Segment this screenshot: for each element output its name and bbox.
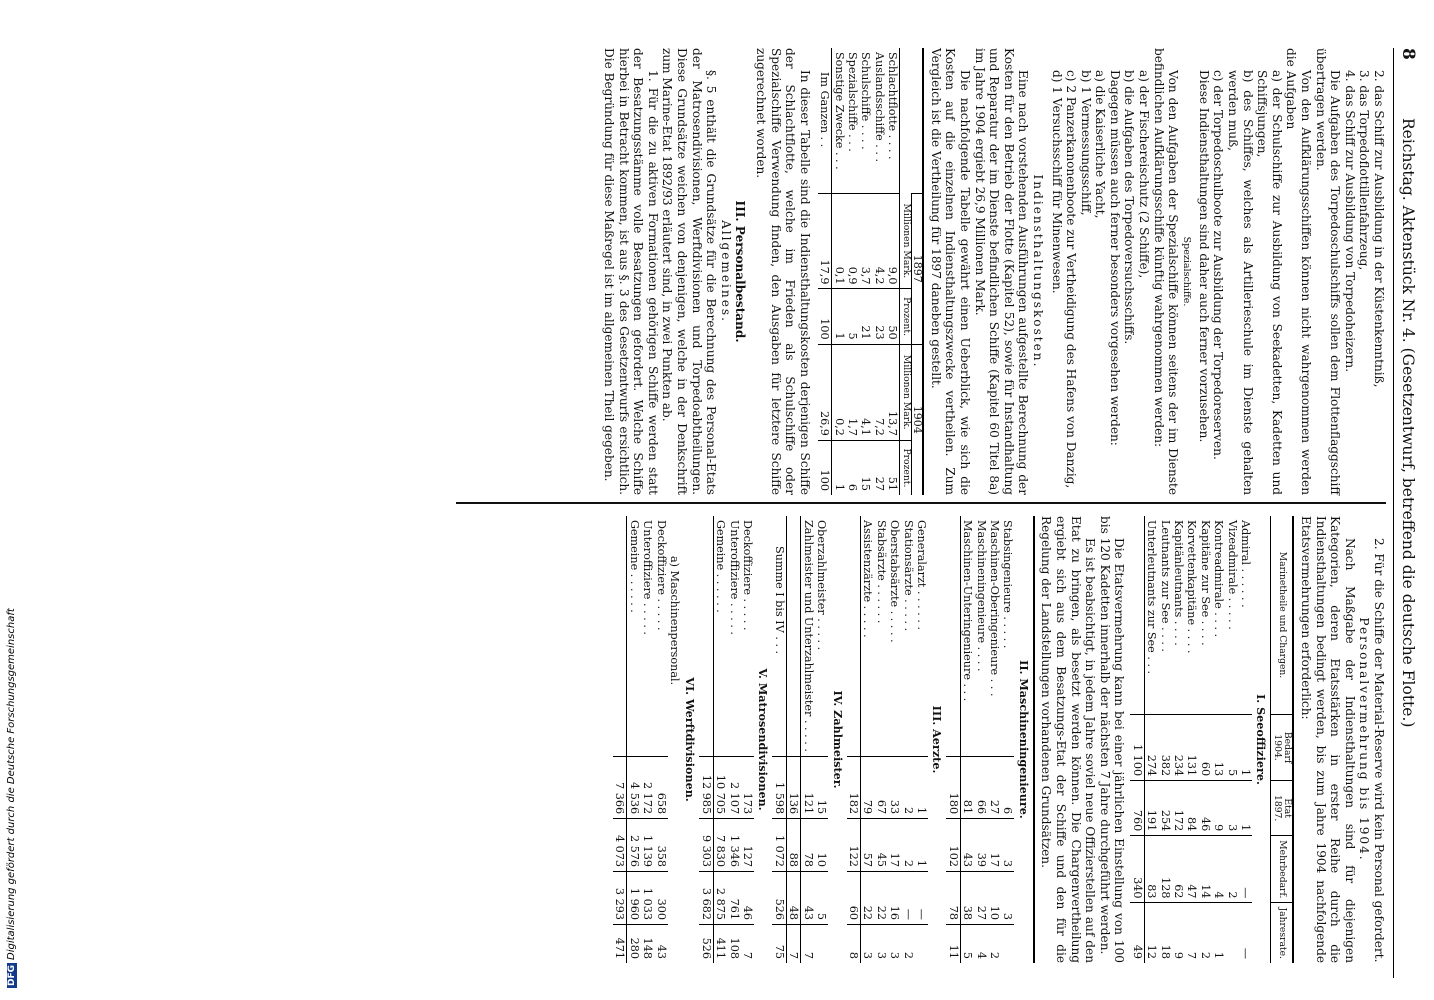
- list-item: a) der Fischereischutz (2 Schiffe),: [1137, 70, 1152, 279]
- row-label: Assistenzärzte . . . . .: [861, 520, 875, 638]
- cell: 526: [773, 872, 787, 925]
- paragraph: Von den Aufgaben der Spezialschiffe können seitens der im Dienste befindlichen Aufklärungsschiffe künftig wahrgenommen werden:: [1151, 48, 1181, 495]
- cell: 3 293: [613, 872, 627, 925]
- table-row: [1172, 516, 1185, 963]
- cell: 382: [1158, 715, 1171, 781]
- cell: 7: [786, 924, 800, 963]
- cell: 7: [1185, 903, 1198, 963]
- row-label: Unteroffiziere . . . . .: [641, 520, 655, 635]
- cell: 1 346: [727, 819, 740, 872]
- cell: 79: [860, 756, 874, 818]
- section-heading: Personalvermehrung bis 1904.: [1357, 617, 1372, 862]
- cell: 15: [815, 756, 828, 818]
- column-header: Bedarf 1904.: [1271, 715, 1294, 781]
- cell: 12 985: [699, 756, 713, 818]
- cell: 0,2: [832, 344, 846, 440]
- table-row: [741, 516, 754, 963]
- table-total-row: [699, 516, 713, 963]
- table-row: [1198, 516, 1211, 963]
- cell: 122: [847, 819, 861, 872]
- row-label: Stationsärzte . . . . .: [901, 520, 915, 632]
- table-row: [988, 516, 1001, 963]
- cell: 2: [901, 756, 914, 818]
- cell: 1 139: [641, 819, 654, 872]
- cell: 9: [1212, 781, 1225, 836]
- cell: 57: [860, 819, 874, 872]
- cell: 3: [1001, 872, 1014, 925]
- list-item: b) des Schiffes, welches als Artillerieschule im Dienste gehalten werden muß,: [1226, 70, 1255, 495]
- table-total-row: [1130, 516, 1144, 963]
- cell: —: [901, 872, 914, 925]
- cell: 2 576: [627, 819, 641, 872]
- footer-text: Digitalisierung gefördert durch die Deutsche Forschungsgemeinschaft: [6, 608, 17, 960]
- cell: 3,7: [859, 193, 872, 289]
- table-row: [974, 516, 987, 963]
- footer-credit: [0, 600, 17, 990]
- table-row: [627, 516, 641, 963]
- cell: 27: [988, 756, 1001, 818]
- left-column: [601, 48, 1386, 495]
- list-item: b) 1 Vermessungsschiff,: [1078, 70, 1093, 216]
- table-total-row: [946, 516, 960, 963]
- cell: [1001, 924, 1014, 963]
- cell: 46: [741, 872, 754, 925]
- table-row: [901, 516, 914, 963]
- row-label: Unteroffiziere . . . . .: [727, 520, 741, 635]
- cell: 10 705: [713, 756, 727, 818]
- column-header: Jahresrate.: [1271, 903, 1294, 963]
- cell: 5: [815, 872, 828, 925]
- table-row: [832, 48, 846, 495]
- cell: 51: [886, 440, 900, 495]
- cell: 1: [832, 289, 846, 344]
- page-title: Reichstag. Aktenstück Nr. 4. (Gesetzentwurf, betreffend die deutsche Flotte.): [1399, 118, 1417, 728]
- cell: 1: [915, 756, 928, 818]
- cost-table: [818, 48, 924, 495]
- cell: 78: [801, 819, 815, 872]
- cell: 7 366: [613, 756, 627, 818]
- cell: 17: [988, 819, 1001, 872]
- group-heading: VI. Werftdivisionen.: [683, 677, 698, 802]
- cell: 182: [847, 756, 861, 818]
- table-row: [1144, 516, 1158, 963]
- row-label: Generalarzt . . . . . .: [914, 520, 928, 631]
- table-total-row: [818, 48, 832, 495]
- list-item: 3. das Torpedoflottillenfahrzeug,: [1357, 70, 1372, 271]
- cell: 7,2: [872, 344, 885, 440]
- cell: [1225, 903, 1238, 963]
- paragraph: Von den Aufklärungsschiffen können nicht wahrgenommen werden die Aufgaben: [1284, 48, 1314, 495]
- cell: 3: [860, 924, 874, 963]
- cell: 102: [946, 819, 960, 872]
- cell: 3: [1225, 781, 1238, 836]
- table-row: [801, 516, 815, 963]
- cell: 4: [1212, 836, 1225, 903]
- cell: 62: [1172, 836, 1185, 903]
- column-header: Prozent.: [900, 289, 912, 344]
- cell: 22: [860, 872, 874, 925]
- cell: 760: [1130, 781, 1144, 836]
- group-subheading: a) Maschinenpersonal.: [668, 556, 682, 686]
- cell: 88: [786, 819, 800, 872]
- column-header: Millionen Mark.: [900, 344, 912, 440]
- cell: 280: [627, 924, 641, 963]
- cell: 6: [846, 440, 859, 495]
- cell: 128: [1158, 836, 1171, 903]
- row-label: Spezialschiffe . . .: [845, 52, 859, 152]
- cell: 1 960: [627, 872, 641, 925]
- paragraph: 2. Für die Schiffe der Material-Reserve wird kein Personal gefordert.: [1372, 538, 1386, 963]
- row-label: Kapitäne zur See . . . .: [1198, 520, 1212, 646]
- cell: 60: [847, 872, 861, 925]
- section-rows: [627, 516, 668, 963]
- cell: 4 536: [627, 756, 641, 818]
- cell: 4: [974, 924, 987, 963]
- cell: 10: [815, 819, 828, 872]
- section-subheading: Allgemeines.: [718, 220, 733, 323]
- row-label: Schlachtflotte . . . .: [886, 52, 900, 160]
- section-rows: [713, 516, 754, 963]
- cell: 1: [1239, 781, 1252, 836]
- cell: 2 172: [641, 756, 654, 818]
- cell: 22: [874, 872, 887, 925]
- cell: 2: [988, 924, 1001, 963]
- row-label: Stabsingenieure . . . . .: [1001, 520, 1015, 649]
- table-row: [815, 516, 828, 963]
- paragraph: Diese Indiensthaltungen sind daher auch ferner vorzusehen.: [1196, 70, 1211, 443]
- section-heading: III. Personalbestand.: [733, 200, 748, 343]
- cell: 108: [727, 924, 740, 963]
- cell: 5: [846, 289, 859, 344]
- cell: 9 303: [699, 819, 713, 872]
- section-rows: [801, 516, 828, 963]
- cell: 2: [901, 819, 914, 872]
- cell: 3 682: [699, 872, 713, 925]
- section-rows: [1144, 516, 1252, 963]
- cell: 12: [1144, 903, 1158, 963]
- paragraph: Die Aufgaben des Torpedoschulschiffs sollen dem Flottenflaggschiff übertragen werden.: [1313, 48, 1343, 495]
- personnel-table-part1: [1130, 516, 1294, 963]
- column-header: Etat 1897.: [1271, 781, 1294, 836]
- row-label: Summe I bis IV . . .: [772, 546, 786, 655]
- cell: [815, 924, 828, 963]
- row-label: Maschineningenieure . . . .: [974, 520, 988, 672]
- cell: 10: [988, 872, 1001, 925]
- cell: 49: [1130, 903, 1144, 963]
- cell: 471: [613, 924, 627, 963]
- cell: 18: [1158, 903, 1171, 963]
- cell: 6: [1001, 756, 1014, 818]
- cell: 1: [915, 819, 928, 872]
- paragraph: Dagegen müssen auch ferner besonders vorgesehen werden:: [1107, 70, 1122, 446]
- year-header: 1904: [911, 344, 923, 495]
- table-row: [727, 516, 740, 963]
- sum-row: [773, 516, 787, 963]
- cell: 148: [641, 924, 654, 963]
- paragraph: Es ist beabsichtigt, in jedem Jahre soviel neue Offizierstellen auf den Etat zu bringen, als besetzt werden können. Die Chargenvertheilung ergiebt sich aus dem Besatzungs-Etat der Schiffe und den für die Regelung der Landstellungen vorhandenen Grundsätzen.: [1039, 516, 1098, 963]
- row-label: Leutnants zur See . . . .: [1158, 520, 1172, 652]
- cell: 1 033: [641, 872, 654, 925]
- cell: 16: [888, 872, 901, 925]
- cell: 300: [654, 872, 667, 925]
- row-label: Admiral . . . . . .: [1239, 520, 1253, 608]
- table-row: [888, 516, 901, 963]
- table-total-row: [613, 516, 627, 963]
- cell: 340: [1130, 836, 1144, 903]
- cell: 84: [1185, 781, 1198, 836]
- table-row: [872, 48, 885, 495]
- cell: 23: [872, 289, 885, 344]
- paragraph: 1. Für die zu aktiven Formationen gehörigen Schiffe werden statt der Besatzungsstämme volle Besatzungen gefordert. Welche Schiffe hierbei in Betracht kommen, ist aus §. 3 des Gesetzentwurfs ersichtlich. Die Begründung für diese Maßregel ist im allgemeinen Theil gegeben.: [602, 48, 660, 495]
- cell: 131: [1185, 715, 1198, 781]
- dfg-logo: DFG: [7, 964, 17, 986]
- table-row: [713, 516, 727, 963]
- column-header: Prozent.: [900, 440, 912, 495]
- cell: 7: [801, 924, 815, 963]
- cell: 0,9: [846, 193, 859, 289]
- column-header: Millionen Mark.: [900, 203, 912, 279]
- cell: 78: [946, 872, 960, 925]
- cell: 1: [1239, 715, 1252, 781]
- cell: 50: [886, 289, 900, 344]
- row-label: Deckoffiziere . . . . .: [654, 520, 668, 631]
- list-item: c) der Torpedoschulboote zur Ausbildung der Torpedoreserven.: [1211, 70, 1226, 460]
- paragraph: In dieser Tabelle sind die Indiensthaltungskosten derjenigen Schiffe der Schlachtflotte, welche im Frieden als Schulschiffe oder Spezialschiffe Verwendung finden, den Ausgaben für letztere Schiffe zugerechnet worden.: [753, 48, 812, 495]
- group-heading: IV. Zahlmeister.: [830, 690, 845, 789]
- cell: 4,1: [859, 344, 872, 440]
- table-row: [1225, 516, 1238, 963]
- cell: 761: [727, 872, 740, 925]
- table-total-row: [786, 516, 800, 963]
- row-label: Kapitänleutnants . . . .: [1172, 520, 1185, 646]
- cell: 0,1: [832, 193, 846, 289]
- cell: 2: [1225, 836, 1238, 903]
- row-label: Korvettenkapitäne . . . .: [1185, 520, 1199, 654]
- cell: 2: [1198, 903, 1211, 963]
- cell: 5: [960, 924, 974, 963]
- table-row: [1239, 516, 1252, 963]
- footer-text-wrap: [6, 608, 17, 988]
- row-label: Unterleutnants zur See . . .: [1145, 520, 1159, 675]
- cell: 45: [874, 819, 887, 872]
- cell: 11: [946, 924, 960, 963]
- cell: 1: [1212, 903, 1225, 963]
- page-number: 8: [1398, 48, 1418, 60]
- cell: 173: [741, 756, 754, 818]
- cell: 60: [1198, 715, 1211, 781]
- cell: 43: [654, 924, 667, 963]
- table-row: [846, 48, 859, 495]
- cell: 27: [872, 440, 885, 495]
- cell: 3: [1001, 819, 1014, 872]
- cell: 43: [801, 872, 815, 925]
- cell: 180: [946, 756, 960, 818]
- list-item: d) 1 Versuchsschiff für Minenwesen.: [1049, 70, 1064, 294]
- table-row: [874, 516, 887, 963]
- cell: 83: [1144, 836, 1158, 903]
- list-item: a) der Schulschiffe zur Ausbildung von Seekadetten, Kadetten und Schiffsjungen,: [1255, 70, 1284, 495]
- paragraph: Die nachfolgende Tabelle gewährt einen Ueberblick, wie sich die Kosten auf die einzelnen Indiensthaltungszwecke vertheilen. Zum Vergleich ist die Vertheilung für 1897 daneben gestellt.: [928, 48, 972, 495]
- row-label: Gemeine . . . . . .: [627, 520, 641, 613]
- cell: 43: [960, 819, 974, 872]
- paragraph: §. 5 enthält die Grundsätze für die Berechnung des Personal-Etats der Matrosendivisionen, Werftdivisionen und Torpedoabtheilungen. Diese Grundsätze weichen von denjenigen, welche in der Denkschrift zum Marine-Etat 1892/93 erläutert sind, in zwei Punkten ab.: [660, 48, 719, 495]
- cell: 2 107: [727, 756, 740, 818]
- cell: 66: [974, 756, 987, 818]
- paragraph: Die Etatsvermehrung kann bei einer jährlichen Einstellung von 100 bis 120 Kadetten innerhalb der nächsten 7 Jahre durchgeführt werden.: [1097, 516, 1127, 963]
- cell: 8: [847, 924, 861, 963]
- table-row: [960, 516, 974, 963]
- row-label: Zahlmeister und Unterzahlmeister . . . . .: [801, 520, 815, 752]
- cell: 33: [888, 756, 901, 818]
- row-label: Stabsärzte . . . . . .: [874, 520, 888, 624]
- cell: 127: [741, 819, 754, 872]
- table-row: [641, 516, 654, 963]
- cell: 4,2: [872, 193, 885, 289]
- section-heading: Spezialschiffe.: [1181, 236, 1193, 307]
- cell: 39: [974, 819, 987, 872]
- cell: 121: [801, 756, 815, 818]
- column-header: Marinetheile und Chargen.: [1277, 551, 1289, 679]
- page-header: [1393, 48, 1420, 978]
- section-rows: [860, 516, 928, 963]
- row-label: Maschinen-Oberingenieure . . .: [988, 520, 1001, 697]
- row-label: Vizeadmirale . . . . .: [1225, 520, 1239, 630]
- cell: 100: [818, 289, 832, 344]
- group-heading: III. Aerzte.: [930, 705, 945, 774]
- cell: 48: [786, 872, 800, 925]
- cell: 1 100: [1130, 715, 1144, 781]
- cell: 17,9: [818, 193, 832, 289]
- cell: 67: [874, 756, 887, 818]
- cell: 14: [1198, 836, 1211, 903]
- table-row: [915, 516, 928, 963]
- cell: 46: [1198, 781, 1211, 836]
- cell: 1,7: [846, 344, 859, 440]
- list-item: 2. das Schiff zur Ausbildung in der Küstenkenntniß,: [1372, 70, 1386, 388]
- table-row: [1158, 516, 1171, 963]
- cell: 13,7: [886, 344, 900, 440]
- personnel-table-part2: [613, 516, 1035, 963]
- cell: 172: [1172, 781, 1185, 836]
- cell: 2: [901, 924, 914, 963]
- list-item: 4. das Schiff zur Ausbildung von Torpedoheizern.: [1342, 70, 1357, 373]
- cell: 13: [1212, 715, 1225, 781]
- cell: 100: [818, 440, 832, 495]
- cell: 5: [1225, 715, 1238, 781]
- table-total-row: [847, 516, 861, 963]
- table-row: [886, 48, 900, 495]
- paragraph: Eine nach vorstehenden Ausführungen aufgestellte Berechnung der Kosten für den Betrieb der Flotte (Kapitel 52), sowie für Instandhaltung und Reparatur der im Dienste befindlichen Schiffe (Kapitel 60 Titel 8a) im Jahre 1904 ergiebt 26,9 Millionen Mark.: [972, 48, 1031, 495]
- cell: 17: [888, 819, 901, 872]
- row-label: Kontreadmirale . . . .: [1212, 520, 1226, 638]
- cell: —: [1239, 836, 1252, 903]
- column-header: Mehrbedarf.: [1271, 836, 1294, 903]
- cell: [915, 924, 928, 963]
- group-heading: II. Maschineningenieure.: [1016, 660, 1031, 819]
- cell: 75: [773, 924, 787, 963]
- table-row: [654, 516, 667, 963]
- paragraph: Nach Maßgabe der Indiensthaltungen sind für diejenigen Kategorien, deren Etatsstärken in erster Reihe durch die Indiensthaltungen bedingt werden, bis zum Jahre 1904 nachfolgende Etatsvermehrungen erforderlich:: [1299, 516, 1357, 963]
- row-label: Oberstabsärzte . . . . .: [888, 520, 902, 643]
- cell: 7: [741, 924, 754, 963]
- cell: 2 875: [713, 872, 727, 925]
- cell: 38: [960, 872, 974, 925]
- group-heading: I. Seeoffiziere.: [1254, 694, 1269, 785]
- row-label: Im Ganzen . .: [818, 72, 832, 148]
- cell: 4 073: [613, 819, 627, 872]
- cell: —: [915, 872, 928, 925]
- section-rows: [960, 516, 1014, 963]
- cell: 274: [1144, 715, 1158, 781]
- year-header: 1897: [911, 193, 923, 344]
- row-label: Oberzahlmeister . . . . .: [815, 520, 829, 651]
- cell: 1 598: [773, 756, 787, 818]
- table-row: [1185, 516, 1198, 963]
- cell: 3: [874, 924, 887, 963]
- cell: 136: [786, 756, 800, 818]
- cell: 15: [859, 440, 872, 495]
- row-label: Schulschiffe . . . .: [859, 52, 873, 150]
- cell: 358: [654, 819, 667, 872]
- table-row: [859, 48, 872, 495]
- cell: 526: [699, 924, 713, 963]
- cell: 3: [888, 924, 901, 963]
- cell: 411: [713, 924, 727, 963]
- list-item: a) die Kaiserliche Yacht,: [1093, 70, 1108, 219]
- cell: 27: [974, 872, 987, 925]
- table-row: [1001, 516, 1014, 963]
- cell: 658: [654, 756, 667, 818]
- cell: 191: [1144, 781, 1158, 836]
- right-column: [613, 516, 1386, 963]
- cell: 1 072: [773, 819, 787, 872]
- cell: 47: [1185, 836, 1198, 903]
- row-label: Deckoffiziere . . . . .: [741, 520, 755, 631]
- cell: 1: [832, 440, 846, 495]
- cell: 234: [1172, 715, 1185, 781]
- row-label: Maschinen-Unteringenieure . . .: [961, 520, 975, 702]
- row-label: Sonstige Zwecke . . .: [832, 52, 846, 170]
- cell: 9,0: [886, 193, 900, 289]
- cell: 26,9: [818, 344, 832, 440]
- column-separator: [456, 502, 1386, 504]
- cell: 7 830: [713, 819, 727, 872]
- table-row: [1212, 516, 1225, 963]
- cell: 81: [960, 756, 974, 818]
- row-label: Auslandsschiffe . . .: [872, 52, 886, 163]
- cell: 21: [859, 289, 872, 344]
- cell: 9: [1172, 903, 1185, 963]
- table-row: [860, 516, 874, 963]
- cell: 254: [1158, 781, 1171, 836]
- cell: —: [1239, 903, 1252, 963]
- group-heading: V. Matrosendivisionen.: [756, 668, 771, 811]
- list-item: b) die Aufgaben des Torpedoversuchsschiffs.: [1122, 70, 1137, 345]
- row-label: Gemeine . . . . . .: [714, 520, 728, 613]
- section-heading: Indiensthaltungskosten.: [1030, 174, 1045, 369]
- list-item: c) 2 Panzerkanonenboote zur Vertheidigung des Hafens von Danzig,: [1064, 70, 1079, 489]
